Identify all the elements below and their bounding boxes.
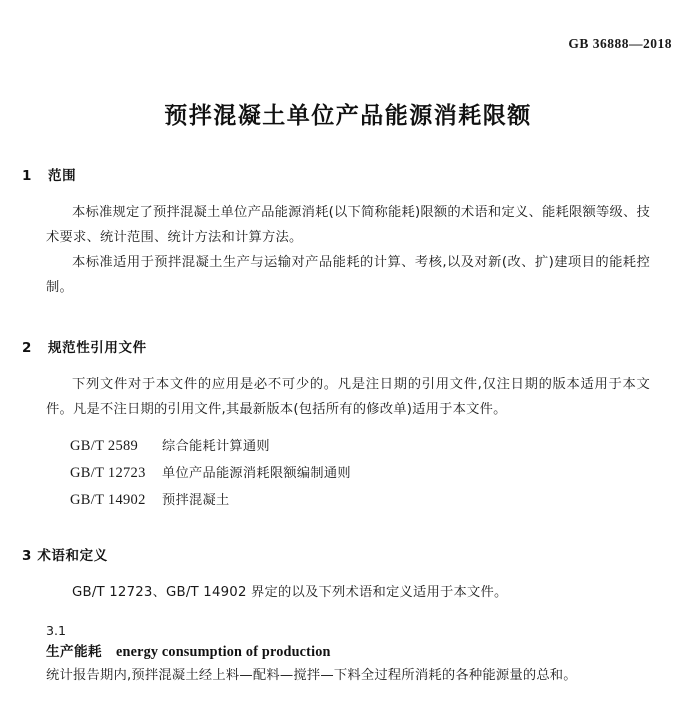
section-1-paragraph-1: 本标准规定了预拌混凝土单位产品能源消耗(以下简称能耗)限额的术语和定义、能耗限额等级、技术要求、统计范围、统计方法和计算方法。 — [46, 205, 650, 245]
term-definition: 统计报告期内,预拌混凝土经上料—配料—搅拌—下料全过程所消耗的各种能源量的总和。 — [46, 668, 577, 683]
term-name-cn: 生产能耗 — [46, 644, 102, 660]
section-number-1: 1 — [22, 168, 32, 184]
section-heading-2 — [22, 336, 674, 356]
section-title-2: 规范性引用文件 — [48, 340, 147, 356]
reference-code: GB/T 2589 — [70, 438, 139, 454]
document-page — [0, 36, 696, 711]
reference-item — [22, 460, 674, 487]
reference-code: GB/T 14902 — [70, 492, 146, 508]
section-title-3: 术语和定义 — [37, 548, 108, 564]
term-number: 3.1 — [46, 623, 67, 638]
section-2-paragraph-1: 下列文件对于本文件的应用是必不可少的。凡是注日期的引用文件,仅注日期的版本适用于本文件。凡是不注日期的引用文件,其最新版本(包括所有的修改单)适用于本文件。 — [46, 377, 650, 417]
section-3-paragraph-1: GB/T 12723、GB/T 14902 界定的以及下列术语和定义适用于本文件。 — [72, 585, 508, 600]
reference-item — [22, 433, 674, 460]
reference-name: 预拌混凝土 — [162, 493, 230, 508]
reference-item — [22, 487, 674, 514]
section-number-3: 3 — [22, 548, 32, 564]
section-heading-1 — [22, 164, 674, 184]
normative-references-list — [22, 433, 674, 514]
section-heading-3 — [22, 544, 674, 564]
reference-name: 综合能耗计算通则 — [162, 439, 270, 454]
section-number-2: 2 — [22, 340, 32, 356]
standard-number: GB 36888—2018 — [568, 36, 672, 51]
section-title-1: 范围 — [48, 168, 77, 184]
section-1-paragraph-2: 本标准适用于预拌混凝土生产与运输对产品能耗的计算、考核,以及对新(改、扩)建项目的能耗控制。 — [46, 255, 650, 295]
term-entry — [22, 640, 674, 661]
reference-name: 单位产品能源消耗限额编制通则 — [162, 466, 351, 481]
term-name-en: energy consumption of production — [115, 644, 331, 660]
page-title: 预拌混凝土单位产品能源消耗限额 — [164, 103, 532, 129]
reference-code: GB/T 12723 — [70, 465, 146, 481]
